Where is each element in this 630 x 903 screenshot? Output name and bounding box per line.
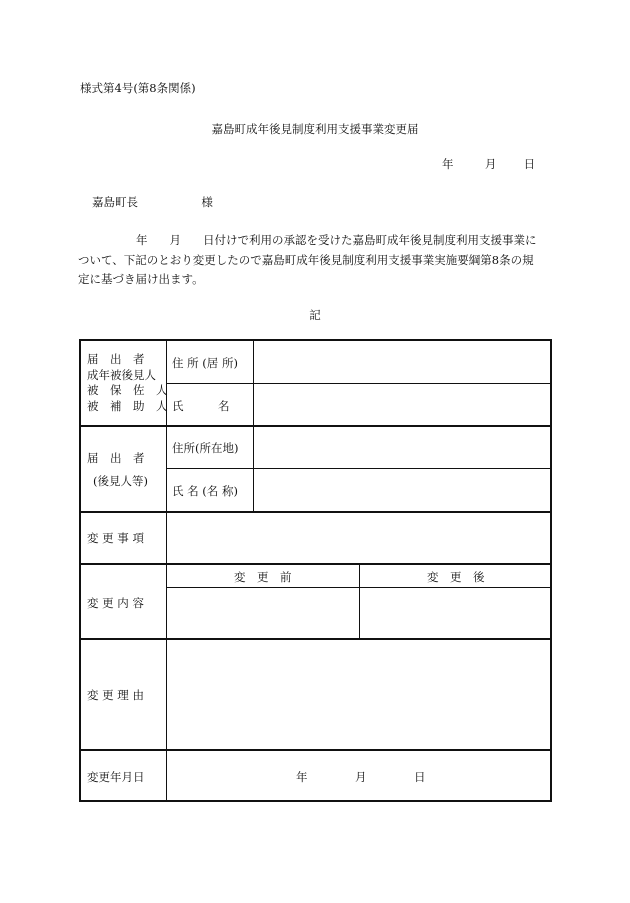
change-content-label: 変 更 内 容: [87, 596, 144, 610]
applicant-label-line-2: 成年被後見人: [87, 367, 156, 382]
guardian-name-label: 氏 名 (名 称): [172, 484, 238, 498]
guardian-label-top: 届 出 者: [87, 451, 145, 465]
before-field[interactable]: [167, 588, 359, 638]
applicant-label-line-3: 被 保 佐 人: [87, 383, 168, 397]
body-paragraph: [78, 231, 554, 290]
body-month: 月: [169, 233, 181, 247]
date-month: 月: [484, 157, 497, 171]
change-item-field[interactable]: [167, 513, 552, 563]
recipient-name: 嘉島町長: [92, 195, 138, 209]
body-line-2: ついて、下記のとおり変更したので嘉島町成年後見制度利用支援事業実施要綱第8条の規: [78, 252, 534, 267]
applicant-label-line-1: 届 出 者: [87, 352, 145, 366]
guardian-name-field[interactable]: [254, 469, 552, 511]
after-header: 変 更 後: [427, 570, 485, 584]
body-line-1: [78, 231, 554, 251]
change-reason-field[interactable]: [167, 640, 552, 749]
recipient-line: [92, 194, 213, 210]
guardian-label-bottom: (後見人等): [93, 474, 148, 488]
applicant-address-label: 住 所 (居 所): [172, 356, 238, 370]
change-date-month: 月: [355, 770, 367, 784]
body-line-1-rest: 日付けで利用の承認を受けた嘉島町成年後見制度利用支援事業に: [203, 233, 537, 247]
ki-heading: 記: [309, 308, 321, 322]
applicant-name-field[interactable]: [254, 384, 552, 425]
form-number: 様式第4号(第8条関係): [80, 81, 196, 95]
after-field[interactable]: [360, 588, 552, 638]
applicant-address-field[interactable]: [254, 341, 552, 383]
applicant-label-line-4: 被 補 助 人: [87, 398, 168, 413]
before-header: 変 更 前: [234, 570, 292, 584]
body-year: 年: [136, 233, 148, 247]
body-line-3: 定に基づき届け出ます。: [78, 272, 204, 286]
recipient-honorific: 様: [201, 195, 213, 209]
document-title: 嘉島町成年後見制度利用支援事業変更届: [211, 122, 419, 136]
guardian-address-field[interactable]: [254, 427, 552, 468]
date-day: 日: [523, 157, 536, 171]
date-year: 年: [442, 157, 454, 171]
change-item-label: 変 更 事 項: [87, 531, 144, 545]
applicant-label: [87, 352, 168, 414]
change-date-day: 日: [414, 770, 426, 784]
change-form-table: [79, 339, 552, 802]
change-reason-label: 変 更 理 由: [87, 688, 144, 702]
change-date-field[interactable]: [167, 751, 552, 802]
guardian-address-label: 住所(所在地): [172, 441, 239, 455]
change-date-label: 変更年月日: [87, 770, 145, 784]
section-divider: [81, 563, 552, 565]
change-date-year: 年: [296, 770, 308, 784]
submission-date: [442, 156, 535, 172]
applicant-name-label: 氏 名: [172, 399, 230, 413]
